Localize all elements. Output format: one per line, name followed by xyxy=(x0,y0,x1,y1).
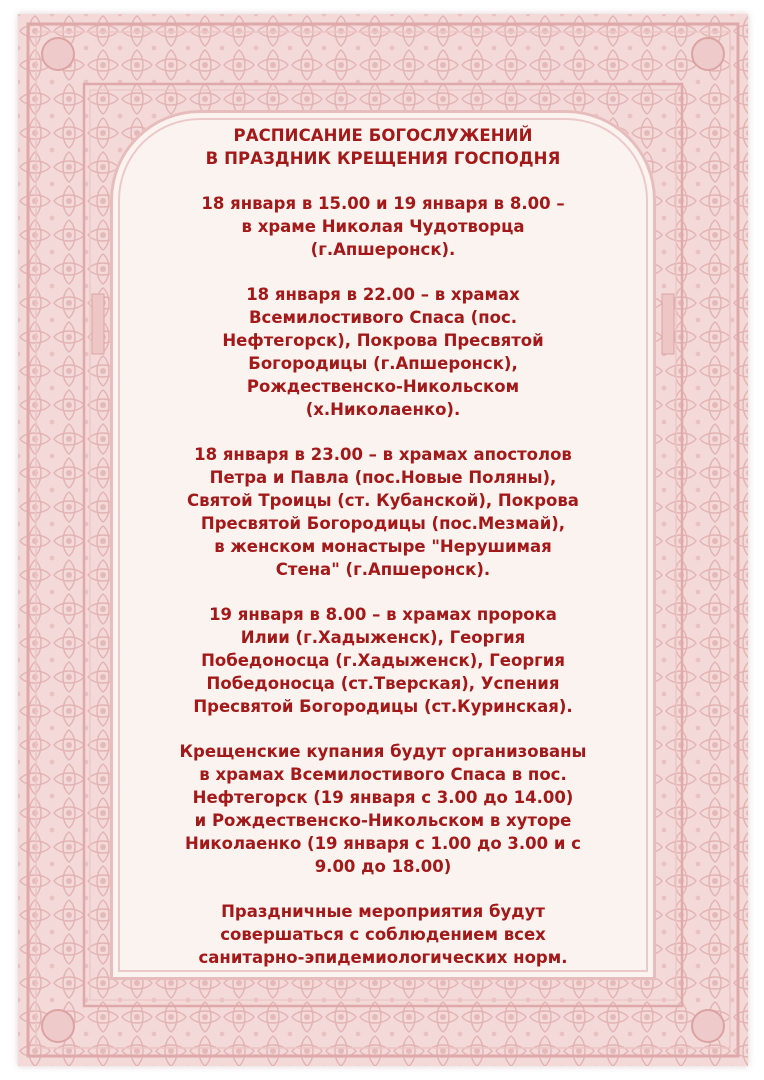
text-line: в храме Николая Чудотворца xyxy=(241,217,525,236)
text-line: 18 января в 22.00 – в храмах xyxy=(246,285,520,304)
sanitary-note-block xyxy=(110,900,656,969)
text-line: (х.Николаенко). xyxy=(305,400,461,419)
schedule-block-2 xyxy=(110,283,656,421)
schedule-block-3 xyxy=(110,443,656,581)
text-line: санитарно-эпидемиологических норм. xyxy=(198,948,568,967)
schedule-block-1 xyxy=(110,192,656,261)
text-line: Крещенские купания будут организованы xyxy=(179,742,587,761)
text-line: 19 января в 8.00 – в храмах пророка xyxy=(209,605,557,624)
text-line: в женском монастыре "Нерушимая xyxy=(214,537,552,556)
text-line: Петра и Павла (пос.Новые Поляны), xyxy=(209,468,557,487)
text-line: Богородицы (г.Апшеронск), xyxy=(248,354,518,373)
text-line: Всемилостивого Спаса (пос. xyxy=(248,308,518,327)
text-line: 9.00 до 18.00) xyxy=(314,857,452,876)
text-line: в храмах Всемилостивого Спаса в пос. xyxy=(199,765,567,784)
text-line: Победоносца (г.Хадыженск), Георгия xyxy=(201,651,565,670)
text-line: Победоносца (ст.Тверская), Успения xyxy=(206,674,560,693)
bathing-info-block xyxy=(110,740,656,878)
poster-title xyxy=(110,124,656,170)
text-line: (г.Апшеронск). xyxy=(310,240,456,259)
text-line: совершаться с соблюдением всех xyxy=(220,925,546,944)
text-line: Праздничные мероприятия будут xyxy=(221,902,545,921)
text-line: 18 января в 15.00 и 19 января в 8.00 – xyxy=(201,194,565,213)
text-line: Пресвятой Богородицы (ст.Куринская). xyxy=(193,697,573,716)
text-line: Илии (г.Хадыженск), Георгия xyxy=(240,628,526,647)
text-line: Стена" (г.Апшеронск). xyxy=(275,560,491,579)
poster-sheet xyxy=(18,14,748,1066)
text-line: Нефтегорск (19 января с 3.00 до 14.00) xyxy=(192,788,574,807)
schedule-block-4 xyxy=(110,603,656,718)
text-line: Рождественско-Никольском xyxy=(246,377,520,396)
title-line: РАСПИСАНИЕ БОГОСЛУЖЕНИЙ xyxy=(233,126,533,145)
text-line: Нефтегорск), Покрова Пресвятой xyxy=(222,331,544,350)
text-line: Пресвятой Богородицы (пос.Мезмай), xyxy=(200,514,566,533)
schedule-content xyxy=(110,116,656,969)
text-line: Святой Троицы (ст. Кубанской), Покрова xyxy=(187,491,579,510)
text-line: Николаенко (19 января с 1.00 до 3.00 и с xyxy=(185,834,581,853)
title-line: В ПРАЗДНИК КРЕЩЕНИЯ ГОСПОДНЯ xyxy=(205,149,561,168)
text-line: и Рождественско-Никольском в хуторе xyxy=(194,811,572,830)
text-line: 18 января в 23.00 – в храмах апостолов xyxy=(194,445,572,464)
